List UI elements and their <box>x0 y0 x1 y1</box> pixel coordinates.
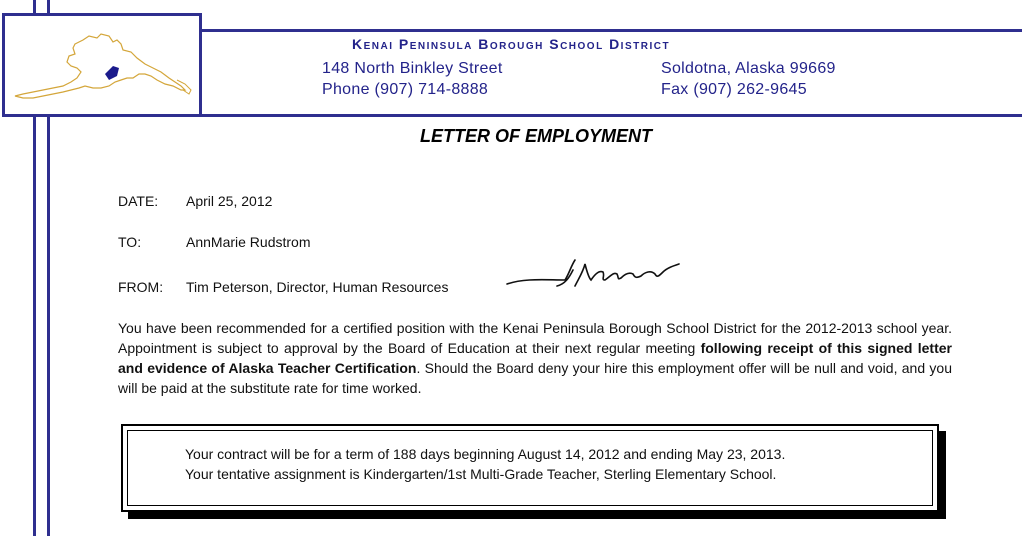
contract-term: Your contract will be for a term of 188 days beginning August 14, 2012 and ending May 23, 2013. <box>185 446 786 462</box>
district-logo <box>2 13 202 117</box>
date-label: DATE: <box>118 193 159 209</box>
from-label: FROM: <box>118 279 164 295</box>
signature <box>505 256 685 301</box>
from-value: Tim Peterson, Director, Human Resources <box>186 279 449 295</box>
city-state-zip: Soldotna, Alaska 99669 <box>661 60 836 77</box>
from-field <box>118 279 448 295</box>
header-rule-bottom <box>200 114 1022 117</box>
document-title: LETTER OF EMPLOYMENT <box>420 126 652 146</box>
contract-text <box>185 444 785 484</box>
body-text-1: You have been recommended for a certified position with the Kenai Peninsula Borough School District for the 2012-2013 school year. Appointment is subject to approval by the Board of Education at their next regular meeting <box>118 320 952 356</box>
body-paragraph <box>118 318 952 398</box>
signature-image <box>505 256 685 296</box>
street-address: 148 North Binkley Street <box>322 60 503 77</box>
fax-number: Fax (907) 262-9645 <box>661 81 807 98</box>
to-label: TO: <box>118 234 142 250</box>
alaska-map-icon <box>5 16 201 116</box>
body-text-bold: following receipt of this signed letter and evidence of Alaska Teacher Certification <box>118 340 952 376</box>
header-rule-top <box>200 29 1022 32</box>
date-field <box>118 193 272 209</box>
date-value: April 25, 2012 <box>186 193 273 209</box>
district-name: Kenai Peninsula Borough School District <box>352 36 671 52</box>
body-text-3: . Should the Board deny your hire this employment offer will be null and void, and you will be paid at the substitute rate for time worked. <box>118 360 952 396</box>
contract-box <box>121 424 939 512</box>
to-field <box>118 234 311 250</box>
phone-number: Phone (907) 714-8888 <box>322 81 489 98</box>
contract-assignment: Your tentative assignment is Kindergarten/1st Multi-Grade Teacher, Sterling Elementary School. <box>185 466 777 482</box>
to-value: AnnMarie Rudstrom <box>186 234 311 250</box>
